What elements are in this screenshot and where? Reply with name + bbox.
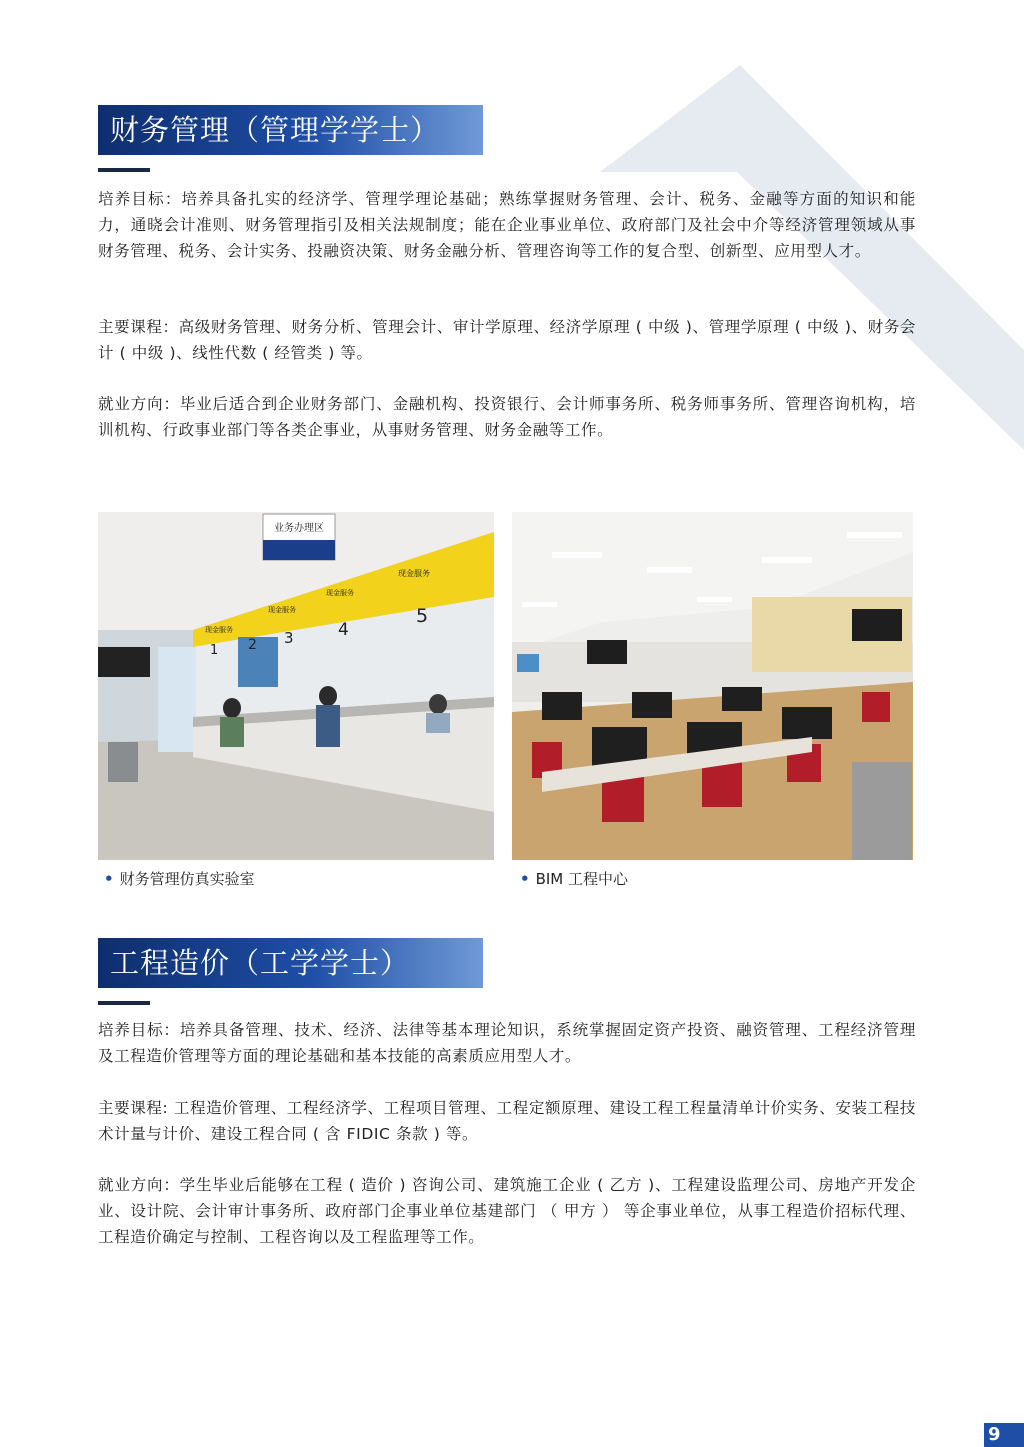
counter-number-1: 1: [210, 643, 219, 658]
bim-center-caption-text: BIM 工程中心: [535, 870, 629, 888]
bim-center-caption: [520, 868, 628, 889]
section-title-finance: 财务管理（管理学学士）: [98, 105, 483, 155]
finance-courses-paragraph: 主要课程：高级财务管理、财务分析、管理会计、审计学原理、经济学原理 ( 中级 )、管理学原理 ( 中级 )、财务会计 ( 中级 )、线性代数 ( 经管类 ) 等。: [98, 318, 916, 362]
counter-number-5: 5: [416, 605, 429, 627]
counter-sign-3: 现金服务: [326, 589, 354, 597]
counter-sign-1: 现金服务: [205, 626, 233, 634]
bullet-dot: •: [520, 870, 530, 888]
finance-lab-caption: [104, 868, 255, 889]
counter-sign-2: 现金服务: [268, 606, 296, 614]
counter-sign-4: 现金服务: [398, 569, 430, 578]
section-title-cost-engineering: 工程造价（工学学士）: [98, 938, 483, 988]
bullet-dot: •: [104, 870, 114, 888]
page-number: 9: [984, 1423, 1024, 1447]
cost-goal-paragraph: 培养目标：培养具备管理、技术、经济、法律等基本理论知识，系统掌握固定资产投资、融资管理、工程经济管理及工程造价管理等方面的理论基础和基本技能的高素质应用型人才。: [98, 1021, 916, 1065]
finance-lab-caption-text: 财务管理仿真实验室: [119, 870, 255, 888]
counter-number-3: 3: [284, 629, 294, 647]
finance-career-paragraph: 就业方向：毕业后适合到企业财务部门、金融机构、投资银行、会计师事务所、税务师事务所、管理咨询机构，培训机构、行政事业部门等各类企事业，从事财务管理、财务金融等工作。: [98, 395, 916, 439]
counter-number-4: 4: [338, 620, 349, 640]
bim-center-photo: [512, 512, 913, 860]
counter-number-2: 2: [248, 637, 257, 653]
title-underline: [98, 1001, 150, 1005]
title-underline: [98, 168, 150, 172]
cost-courses-paragraph: 主要课程: 工程造价管理、工程经济学、工程项目管理、工程定额原理、建设工程工程量清单计价实务、安装工程技术计量与计价、建设工程合同 ( 含 FIDIC 条款 ) 等。: [98, 1099, 916, 1143]
cost-career-paragraph: 就业方向：学生毕业后能够在工程 ( 造价 ) 咨询公司、建筑施工企业 ( 乙方 )、工程建设监理公司、房地产开发企业、设计院、会计审计事务所、政府部门企事业单位基建部门 （ 甲方 ） 等企事业单位，从事工程造价招标代理、工程造价确定与控制、工程咨询以及工程监理等工作。: [98, 1176, 916, 1246]
finance-lab-photo: [98, 512, 494, 860]
finance-goal-paragraph: 培养目标：培养具备扎实的经济学、管理学理论基础；熟练掌握财务管理、会计、税务、金融等方面的知识和能力，通晓会计准则、财务管理指引及相关法规制度；能在企业事业单位、政府部门及社会中介等经济管理领域从事财务管理、税务、会计实务、投融资决策、财务金融分析、管理咨询等工作的复合型、创新型、应用型人才。: [98, 190, 916, 260]
service-area-sign: 业务办理区: [274, 523, 324, 534]
